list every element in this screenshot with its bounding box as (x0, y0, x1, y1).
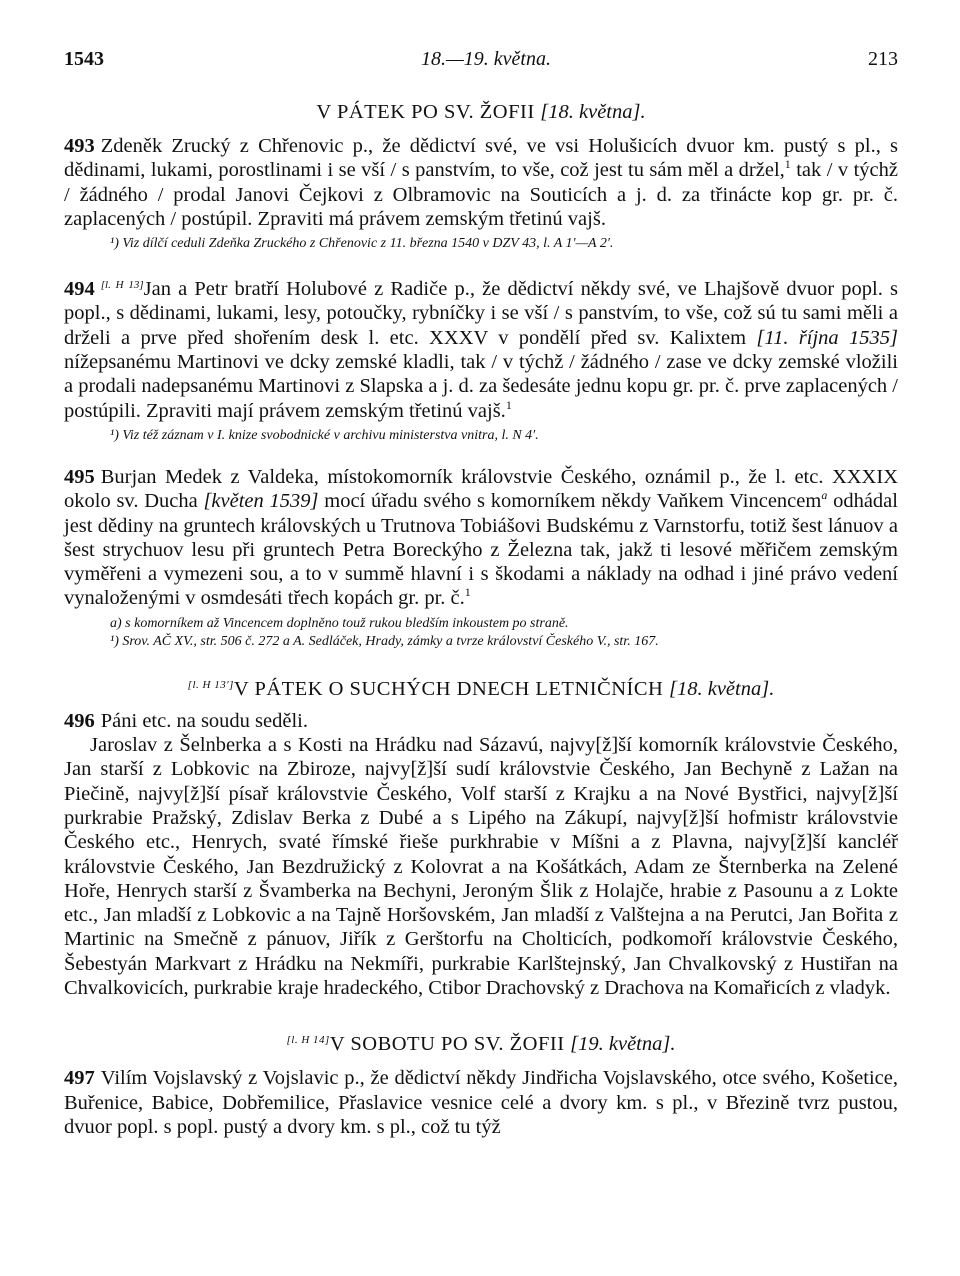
entry-number: 495 (64, 465, 95, 488)
heading-date: [19. května]. (570, 1033, 676, 1056)
entry-text: Páni etc. na soudu seděli. (100, 709, 308, 732)
entry-text: nížepsanému Martinovi ve dcky zemské kladli, tak / v týchž / žádného / zase ve dcky zemské vložili a prodali nadepsanému Martinovi z Slapska a j. d. za šedesáte jednu kopu gr. pr. č. prve zaplacených / postúpili. Zpraviti mají právem zemským třetinú vajš. (64, 351, 898, 422)
footnote: a) s komorníkem až Vincencem doplněno touž rukou bledším inkoustem po straně. (110, 615, 569, 631)
entry-text: mocí úřadu svého s komorníkem někdy Vaňkem Vincencem (318, 490, 822, 513)
heading-text: V SOBOTU PO SV. ŽOFII (329, 1033, 565, 1056)
header-year: 1543 (64, 48, 104, 70)
editorial-date: [11. října 1535] (756, 326, 898, 349)
document-page (64, 48, 898, 1139)
footnote: ¹) Srov. AČ XV., str. 506 č. 272 a A. Sedláček, Hrady, zámky a tvrze království Českého V., str. 167. (110, 633, 659, 649)
entry-text: Burjan Medek z Valdeka, místokomorník královstvie Českého, oznámil p., že l. etc. XXXIX okolo sv. Ducha (64, 465, 898, 513)
section-heading (64, 100, 898, 124)
footnote: ¹) Viz též záznam v I. knize svobodnické v archivu ministerstva vnitra, l. N 4′. (110, 427, 539, 443)
entry-496-body: Jaroslav z Šelnberka a s Kosti na Hrádku nad Sázavú, najvy[ž]ší komorník královstvie Českého, Jan starší z Lobkovic na Zbiroze, najvy[ž]ší sudí královstvie Českého, Jan Bechyně z Lažan na Piečině, najvy[ž]ší písař královstvie Českého, Volf starší z Krajku a na Nové Bystřici, najvy[ž]ší purkrabie Pražský, Zdislav Berka z Dubé a s Lipého na Zákupí, najvy[ž]ší hofmistr královstvie Českého etc., Henrych, svaté římské řieše purkhrabie v Míšni a z Plavna, najvy[ž]ší kancléř královstvie Českého, Jan Bezdružický z Kolovrat a na Košátkách, Adam ze Šternberka na Zelené Hoře, Henrych starší z Švamberka na Bechyni, Jeroným Šlik z Holajče, hrabie z Pasounu a z Lokte etc., Jan mladší z Lobkovic a na Tajně Horšovském, Jan mladší z Valštejna a na Perutci, Jan Bořita z Martinic na Smečně z pánuov, Jiřík z Gerštorfu na Cholticích, podkomoří královstvie Českého, Šebestyán Markvart z Hrádku na Nekmíři, purkrabie Karlštejnský, Jan Chvalkovský z Hustiřan na Chvalkovicích, purkrabie kraje hradeckého, Ctibor Drachovský z Drachova na Komařicích z vladyk. (64, 734, 898, 1000)
entry-number: 496 (64, 709, 95, 732)
footnote-ref: 1 (505, 397, 512, 412)
header-date: 18.—19. května. (421, 48, 551, 70)
folio-marker: [l. H 13] (100, 279, 144, 292)
folio-marker: [l. H 14] (286, 1034, 330, 1047)
entry-text: tak / v týchž / žádného / prodal Janovi Čejkovi z Olbramovic na Souticích a j. d. za třinácte kop gr. pr. č. zaplacených / postúpil. Zpraviti má právem zemským třetinú vajš. (64, 159, 898, 230)
footnote-ref: a (821, 488, 828, 503)
footnote-ref: 1 (784, 157, 791, 172)
heading-date: [18. května]. (669, 677, 775, 700)
entry-number: 494 (64, 278, 95, 301)
entry-text: Zdeněk Zrucký z Chřenovic p., že dědictví své, ve vsi Holušicích dvuor km. pustý s pl., s dědinami, lukami, porostlinami i se vší / s panstvím, to vše, což jest tu sám měl a držel, (64, 135, 898, 182)
heading-date: [18. května]. (540, 101, 646, 123)
footnote-ref: 1 (464, 585, 471, 600)
entry-494 (64, 273, 898, 423)
section-heading (64, 1028, 898, 1056)
entry-497 (64, 1066, 898, 1139)
entry-number: 497 (64, 1067, 95, 1090)
entry-text: odhádal jest dědiny na gruntech královských u Trutnova Tobiášovi Budskému z Varnstorfu, totiž šest lánuov a šest strychuov lesu při gruntech Petra Boreckýho z Železna tak, jakž ti lesové měřičem zemským vyměřeni a vymezeni sou, a to v summě hlavní i s škodami a náklady na odhad i jiné právo vedení vynaloženými v osmdesáti třech kopách gr. pr. č. (64, 490, 898, 610)
entry-495 (64, 465, 898, 611)
entry-text: Jan a Petr bratří Holubové z Radiče p., že dědictví někdy své, ve Lhajšově dvuor popl. s popl., s dědinami, lukami, lesy, potoučky, rybníčky i se vší / s panstvím, to vše, což sú tu sami měli a drželi a prve před shořením desk l. etc. XXXV v pondělí před sv. Kalixtem (64, 278, 899, 349)
page-number: 213 (867, 48, 898, 70)
entry-496 (64, 709, 898, 733)
entry-text: Vilím Vojslavský z Vojslavic p., že dědictví někdy Jindřicha Vojslavského, otce svého, Košetice, Buřenice, Babice, Dobřemilice, Přaslavice vesnice celé a dvory km. s pl., v Březině tvrz pustou, dvuor popl. s popl. pustý a dvory km. s pl., což tu týž (64, 1067, 898, 1138)
footnote: ¹) Viz dílčí ceduli Zdeňka Zruckého z Chřenovic z 11. března 1540 v DZV 43, l. A 1′—A 2′. (110, 236, 614, 252)
folio-marker: [l. H 13′] (187, 678, 234, 691)
heading-text: V PÁTEK O SUCHÝCH DNECH LETNIČNÍCH (233, 677, 664, 700)
editorial-date: [květen 1539] (203, 490, 319, 513)
entry-number: 493 (64, 135, 95, 157)
heading-text: V PÁTEK PO SV. ŽOFII (316, 101, 535, 123)
section-heading (64, 673, 898, 701)
running-header (64, 48, 898, 74)
entry-493 (64, 134, 898, 231)
